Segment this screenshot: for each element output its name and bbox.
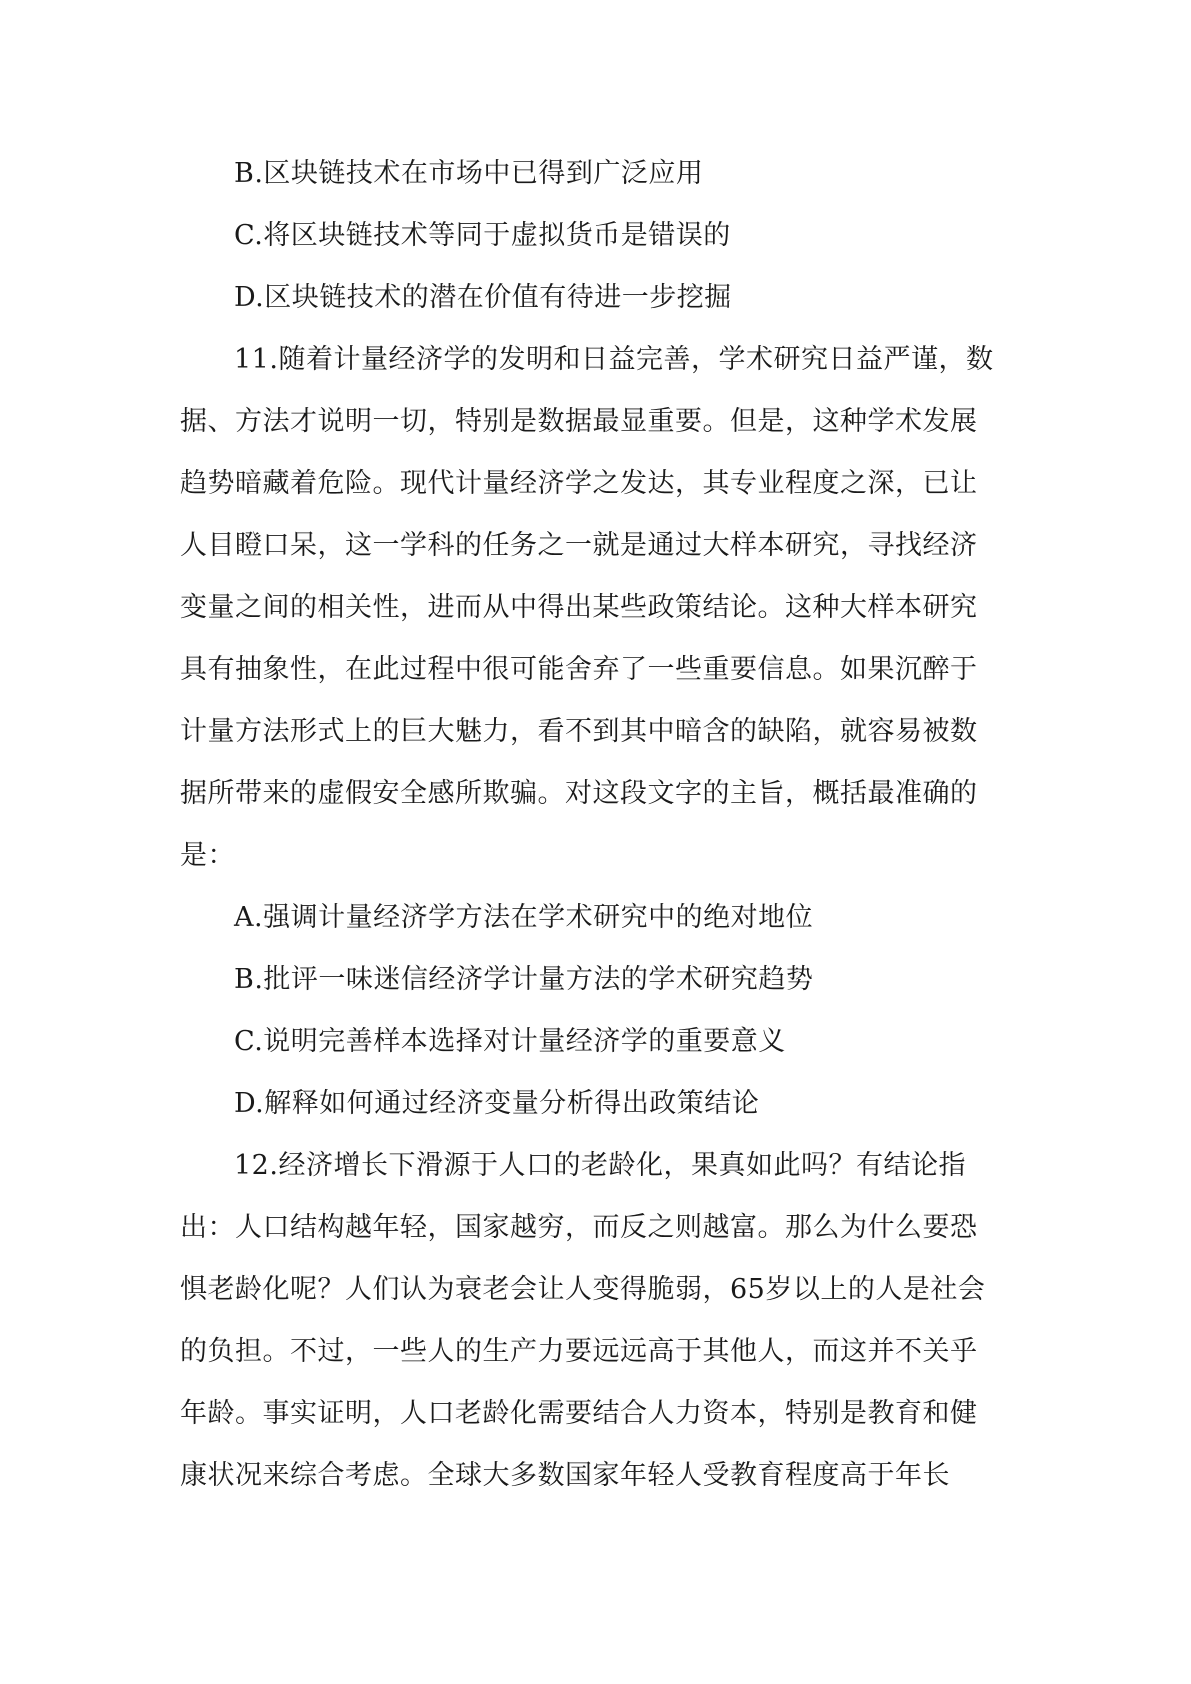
q11-stem-line-8: 据所带来的虚假安全感所欺骗。对这段文字的主旨，概括最准确的	[180, 778, 978, 809]
q11-option-b: B.批评一味迷信经济学计量方法的学术研究趋势	[234, 964, 814, 995]
q11-stem-line-6: 具有抽象性，在此过程中很可能舍弃了一些重要信息。如果沉醉于	[180, 654, 978, 685]
q11-option-d: D.解释如何通过经济变量分析得出政策结论	[234, 1088, 760, 1119]
q10-option-c: C.将区块链技术等同于虚拟货币是错误的	[234, 220, 731, 251]
q10-option-d: D.区块链技术的潜在价值有待进一步挖掘	[234, 282, 732, 313]
q11-option-a: A.强调计量经济学方法在学术研究中的绝对地位	[234, 902, 814, 933]
q12-stem-line-2: 出：人口结构越年轻，国家越穷，而反之则越富。那么为什么要恐	[180, 1212, 978, 1243]
q11-stem-line-2: 据、方法才说明一切，特别是数据最显重要。但是，这种学术发展	[180, 406, 978, 437]
q12-stem-line-3: 惧老龄化呢？人们认为衰老会让人变得脆弱，65岁以上的人是社会	[180, 1274, 986, 1305]
q12-stem-line-1: 12.经济增长下滑源于人口的老龄化，果真如此吗？有结论指	[234, 1150, 966, 1181]
q11-stem-line-7: 计量方法形式上的巨大魅力，看不到其中暗含的缺陷，就容易被数	[180, 716, 978, 747]
q10-option-b: B.区块链技术在市场中已得到广泛应用	[234, 158, 704, 189]
q11-stem-line-4: 人目瞪口呆，这一学科的任务之一就是通过大样本研究，寻找经济	[180, 530, 978, 561]
q11-stem-line-1: 11.随着计量经济学的发明和日益完善，学术研究日益严谨，数	[234, 344, 994, 375]
q11-stem-line-5: 变量之间的相关性，进而从中得出某些政策结论。这种大样本研究	[180, 592, 978, 623]
q12-stem-line-5: 年龄。事实证明，人口老龄化需要结合人力资本，特别是教育和健	[180, 1398, 978, 1429]
q11-stem-line-3: 趋势暗藏着危险。现代计量经济学之发达，其专业程度之深，已让	[180, 468, 978, 499]
document-body	[180, 143, 1020, 1507]
q11-stem-line-9: 是：	[180, 840, 235, 871]
q11-option-c: C.说明完善样本选择对计量经济学的重要意义	[234, 1026, 786, 1057]
q12-stem-line-6: 康状况来综合考虑。全球大多数国家年轻人受教育程度高于年长	[180, 1460, 950, 1491]
q12-stem-line-4: 的负担。不过，一些人的生产力要远远高于其他人，而这并不关乎	[180, 1336, 978, 1367]
